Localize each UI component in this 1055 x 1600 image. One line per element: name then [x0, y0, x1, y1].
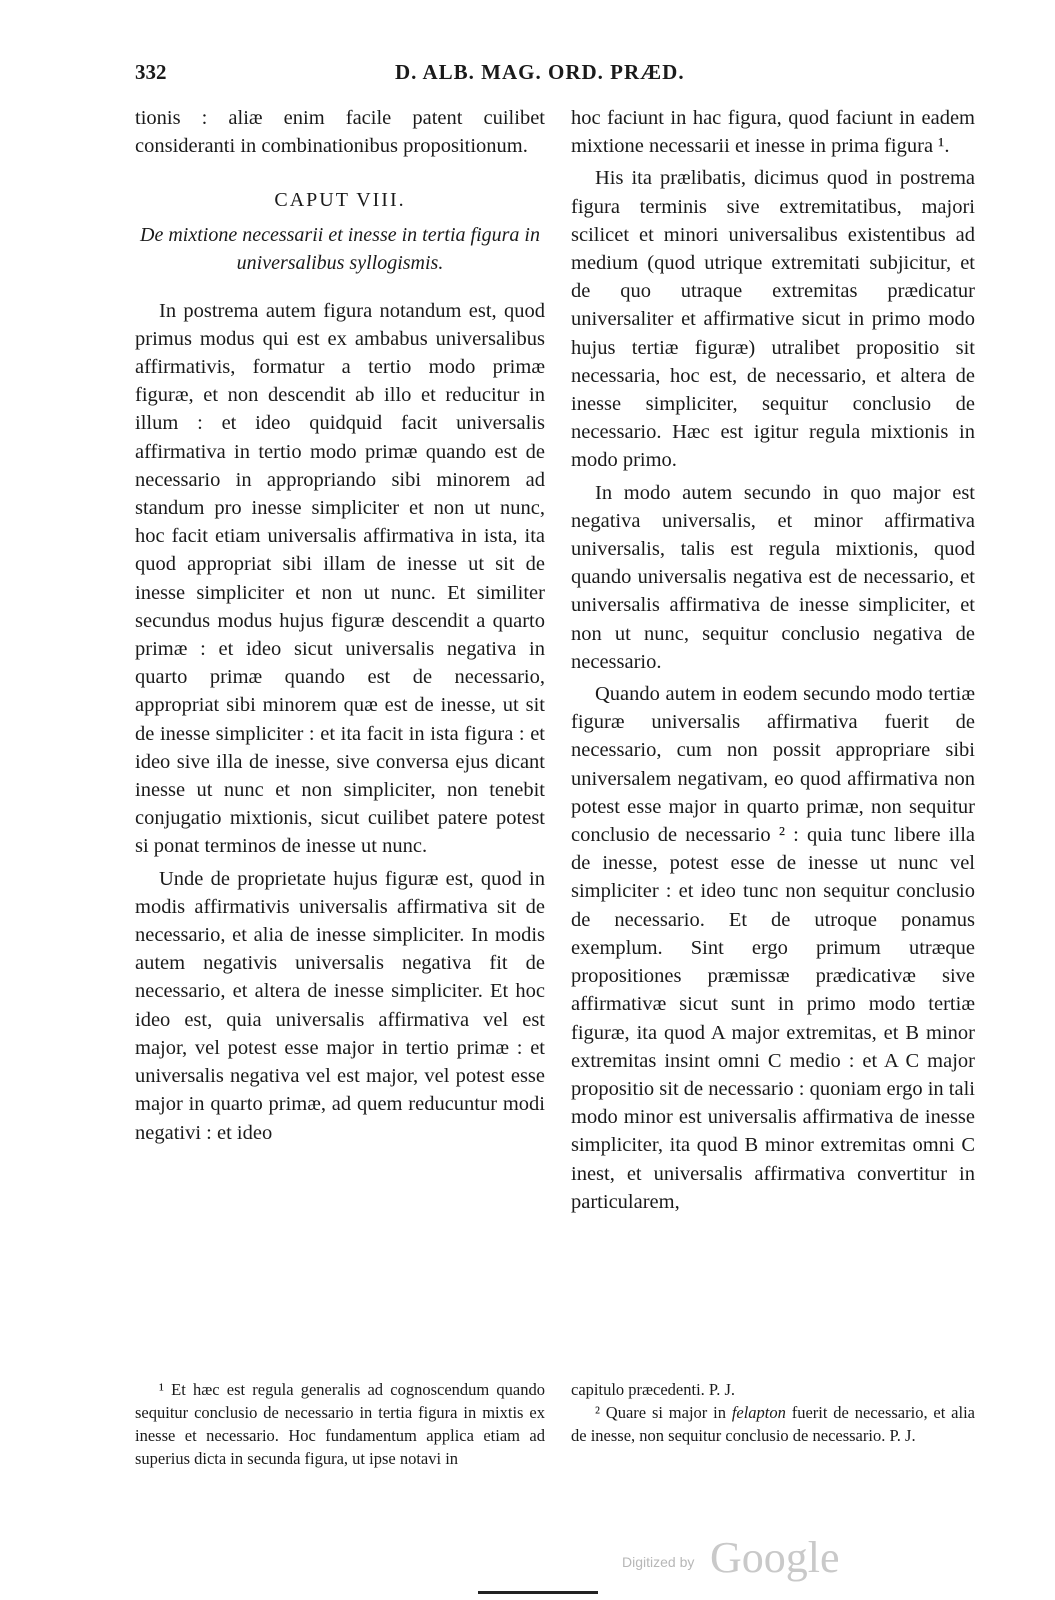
running-title: D. ALB. MAG. ORD. PRÆD. [395, 60, 685, 84]
footnote-2-text-end: fuerit de necessario, et alia de inesse, non sequitur conclusio de necessario. P. J. [571, 1403, 975, 1445]
footnote-2-text: ² Quare si major in [595, 1403, 732, 1422]
bottom-rule [478, 1591, 598, 1594]
right-column [571, 104, 975, 1216]
page-header [135, 60, 965, 90]
chapter-title: CAPUT VIII. [274, 189, 406, 212]
paragraph: His ita prælibatis, dicimus quod in postrema figura terminis sive extremitatibus, majori scilicet et minori universalibus existentibus ad medium (quod utrique extremitati subjicitur, et de quo utraque extremitas prædicatur universaliter et affirmative sicut in primo modo hujus tertiæ figuræ) utralibet propositio sit necessaria, hoc est, de necessario, et altera de inesse simpliciter, sequitur conclusio de necessario. Hæc est igitur regula mixtionis in modo primo. [571, 167, 975, 472]
chapter-subtitle: De mixtione necessarii et inesse in tertia figura in universalibus syllogismis. [140, 223, 540, 274]
footnotes-left [135, 1378, 545, 1470]
left-column [135, 104, 545, 1147]
paragraph: In modo autem secundo in quo major est negativa universalis, et minor affirmativa universalis, talis est regula mixtionis, quod quando universalis negativa est de necessario, et universalis affirmativa de inesse simpliciter, et non ut nunc, sequitur conclusio negativa de necessario. [571, 481, 975, 673]
google-logo: Google [710, 1533, 840, 1582]
paragraph: Unde de proprietate hujus figuræ est, quod in modis affirmativis universalis affirmativa sit de necessario, et alia de inesse simpliciter. In modis autem negativis universalis negativa fit de necessario, et altera de inesse simpliciter. Et hoc ideo est, quia universalis affirmativa vel est major, vel potest esse major in tertio primæ : et universalis negativa vel est major, vel potest esse major in quarto primæ, ad quem reducuntur modi negativi : et ideo [135, 867, 545, 1144]
digitized-by-text: Digitized by [622, 1554, 695, 1570]
digitized-watermark [622, 1532, 842, 1582]
paragraph: Quando autem in eodem secundo modo tertiæ figuræ universalis affirmativa fuerit de necessario, cum non possit appropriare sibi universalem negativam, eo quod affirmativa non potest esse major in quarto primæ, non sequitur conclusio de necessario ² : quia tunc libere illa de inesse, potest esse de inesse ut nunc vel simpliciter : et ideo tunc non sequitur conclusio de necessario. Et de utroque ponamus exemplum. Sint ergo primum utræque propositiones præmissæ prædicativæ sive affirmativæ sicut sunt in primo modo tertiæ figuræ, ita quod A major extremitas, et B minor extremitas insint omni C medio : et A C major propositio sit de necessario : quoniam ergo in tali modo minor est universalis affirmativa de inesse simpliciter, ita quod B minor extremitas omni C inest, et universalis affirmativa convertitur in particularem, [571, 683, 975, 1213]
footnotes-right [571, 1378, 975, 1447]
paragraph: In postrema autem figura notandum est, quod primus modus qui est ex ambabus universalibus affirmativis, formatur a tertio modo primæ figuræ, et non descendit ab illo et reducitur in illum : et ideo quidquid facit universalis affirmativa in tertio modo primæ quando est de necessario in appropriando sibi minorem ad standum pro inesse simpliciter et non ut nunc, hoc facit etiam universalis affirmativa in ista, ita quod appropriat sibi illam de inesse ut sit de inesse simpliciter et non ut nunc. Et similiter secundus modus hujus figuræ descendit a quarto primæ : et ideo sicut universalis negativa in quarto primæ quando est de necessario, appropriat sibi minorem quæ est de inesse, ut sit de inesse simpliciter : et ita facit in ista figura : et ideo sive illa de inesse, sive conversa ejus dicant inesse ut nunc et non simpliciter, non tenebit conjugatio mixtionis, sicut cuilibet patere potest si ponat terminos de inesse ut nunc. [135, 299, 545, 858]
footnote-2-italic: felapton [731, 1403, 786, 1422]
page-number: 332 [135, 60, 167, 84]
footnote-1-continuation: capitulo præcedenti. P. J. [571, 1380, 736, 1399]
footnote-2 [571, 1401, 975, 1447]
footnote-1: ¹ Et hæc est regula generalis ad cognoscendum quando sequitur conclusio de necessario in tertia figura in mixtis ex inesse et necessario. Hoc fundamentum applica etiam ad superius dicta in secunda figura, ut ipse notavi in [135, 1380, 545, 1468]
intro-paragraph: tionis : aliæ enim facile patent cuilibet consideranti in combinationibus propositionum. [135, 107, 545, 158]
paragraph: hoc faciunt in hac figura, quod faciunt in eadem mixtione necessarii et inesse in prima figura ¹. [571, 107, 975, 158]
